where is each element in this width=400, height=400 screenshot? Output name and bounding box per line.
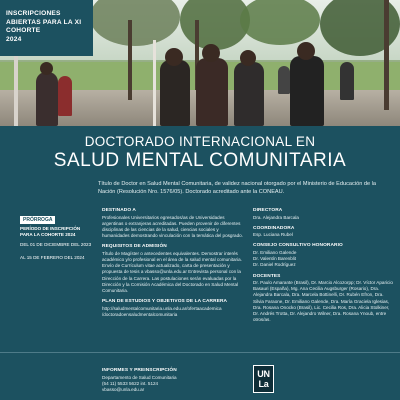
- teachers-list: Dr. Paulo Amarante (Brasil), Dr. Marcio Alcozorpp; Dr. Víctor Aparicio Basauri (España), Mg. Ana Cecilia Augsburger (Rosario), Dra. Alejandra Barcala, Dra. Marcela Bottinelli, Dr. Rubén Efron, Dra. Silvia Faraone, Dr. Emiliano Galende, Dra. María Graciela Iglesias, Dra. Rosana Onocko (Brasil), Lic. Cecilia Ros, Dra. Alicia Stolkiner, Dr. Andrés Trotta, Dr. Alejandro Wilner, Dra. Rosana Ynoub, entre otros/as.: [253, 280, 393, 323]
- header-photo: [0, 0, 400, 126]
- target-text: Profesionales Universitarios egresados/as de Universidades argentinas o extranjeras acreditadas. Pueden provenir de diferentes disciplinas de las ciencias de la salud, ciencias sociales y humanidades demostrando vinculación con la temática del posgrado.: [102, 214, 243, 239]
- extension-tag: PRÓRROGA: [20, 216, 55, 224]
- lamp-post: [153, 40, 156, 126]
- university-logo: [253, 365, 274, 393]
- logo-text-2: La: [258, 379, 269, 389]
- tree-trunk: [128, 20, 132, 100]
- council-member: Dr. Valentín Barenblit: [253, 256, 297, 262]
- person-head: [165, 48, 183, 66]
- period-to: AL 15 DE FEBRERO DEL 2024: [20, 254, 85, 260]
- period-title: PERÍODO DE INSCRIPCIÓN PARA LA COHORTE 2024: [20, 226, 81, 238]
- person-silhouette: [278, 66, 290, 94]
- person-head: [240, 50, 256, 66]
- person-silhouette: [196, 58, 228, 126]
- program-description: Título de Doctor en Salud Mental Comunitaria, de validez nacional otorgado por el Ministerio de Educación de la Nación (Resolución Nro. 1576/05). Doctorado acreditado ante la CONEAU.: [98, 181, 376, 195]
- teachers-heading: DOCENTES: [253, 273, 281, 279]
- badge-line-1: INSCRIPCIONES: [6, 10, 61, 17]
- person-silhouette: [234, 62, 264, 126]
- lamp-post: [14, 56, 18, 126]
- requirements-heading: REQUISITOS DE ADMISIÓN: [102, 244, 167, 250]
- person-silhouette: [160, 60, 190, 126]
- contact-heading: INFORMES Y PREINSCRIPCIÓN: [102, 368, 177, 373]
- person-head: [40, 62, 53, 75]
- contact-info: [102, 368, 247, 393]
- contact-department: Departamento de Salud Comunitaria: [102, 374, 177, 380]
- period-from: DEL 01 DE DICIEMBRE DEL 2023: [20, 242, 92, 248]
- target-heading: DESTINADO A: [102, 208, 136, 213]
- program-details: [102, 208, 247, 318]
- director-name: Dra. Alejandra Barcala: [253, 214, 299, 220]
- person-head: [202, 44, 220, 62]
- title-line-2: SALUD MENTAL COMUNITARIA: [53, 150, 347, 171]
- person-silhouette: [36, 72, 58, 126]
- badge-line-3: 2024: [6, 35, 22, 43]
- council-heading: CONSEJO CONSULTIVO HONORARIO: [253, 243, 343, 249]
- coordinator-heading: COORDINADORA: [253, 225, 295, 231]
- footer-divider: [0, 352, 400, 353]
- person-silhouette: [58, 76, 72, 116]
- tree-trunk: [384, 0, 389, 110]
- badge-line-2: ABIERTAS PARA LA XI COHORTE: [6, 18, 82, 34]
- contact-email[interactable]: vbasso@unla.edu.ar: [102, 386, 145, 392]
- title-line-1: DOCTORADO INTERNACIONAL EN: [84, 134, 316, 149]
- logo-text-1: UN: [257, 369, 270, 379]
- person-silhouette: [340, 62, 354, 100]
- registration-badge: [0, 0, 93, 56]
- requirements-text: Título de Magíster o antecedentes equivalentes. Demostrar interés académico y/o profesional en el área de la salud mental comunitaria. Envío de Currículum vitae actualizado, carta de presentación y propuesta de tesis a vbasso@unla.edu.ar Entrevista personal con la Dirección de la Carrera. Las postulaciones serán evaluadas por la Dirección y la Comisión Académica del Doctorado en Salud Mental Comunitaria.: [102, 250, 242, 294]
- person-head: [297, 42, 315, 60]
- enrollment-period: [20, 208, 92, 261]
- coordinator-name: Esp. Luciana Rubel: [253, 232, 293, 238]
- director-heading: DIRECTORA: [253, 208, 283, 213]
- study-plan-heading: PLAN DE ESTUDIOS Y OBJETIVOS DE LA CARRERA: [102, 299, 228, 305]
- contact-phone: (54 11) 5533 5622 int. 5124: [102, 380, 159, 386]
- council-member: Dr. Emiliano Galende: [253, 249, 297, 255]
- study-plan-link[interactable]: http://saludmentalcomunitaria.unla.edu.ar/ofertaacademica /doctoradoensaludmentalcomunitaria: [102, 305, 222, 317]
- program-title: [0, 134, 400, 172]
- council-member: Dr. Daniel Rodríguez: [253, 262, 296, 268]
- staff-list: [253, 208, 393, 323]
- person-silhouette: [290, 56, 324, 126]
